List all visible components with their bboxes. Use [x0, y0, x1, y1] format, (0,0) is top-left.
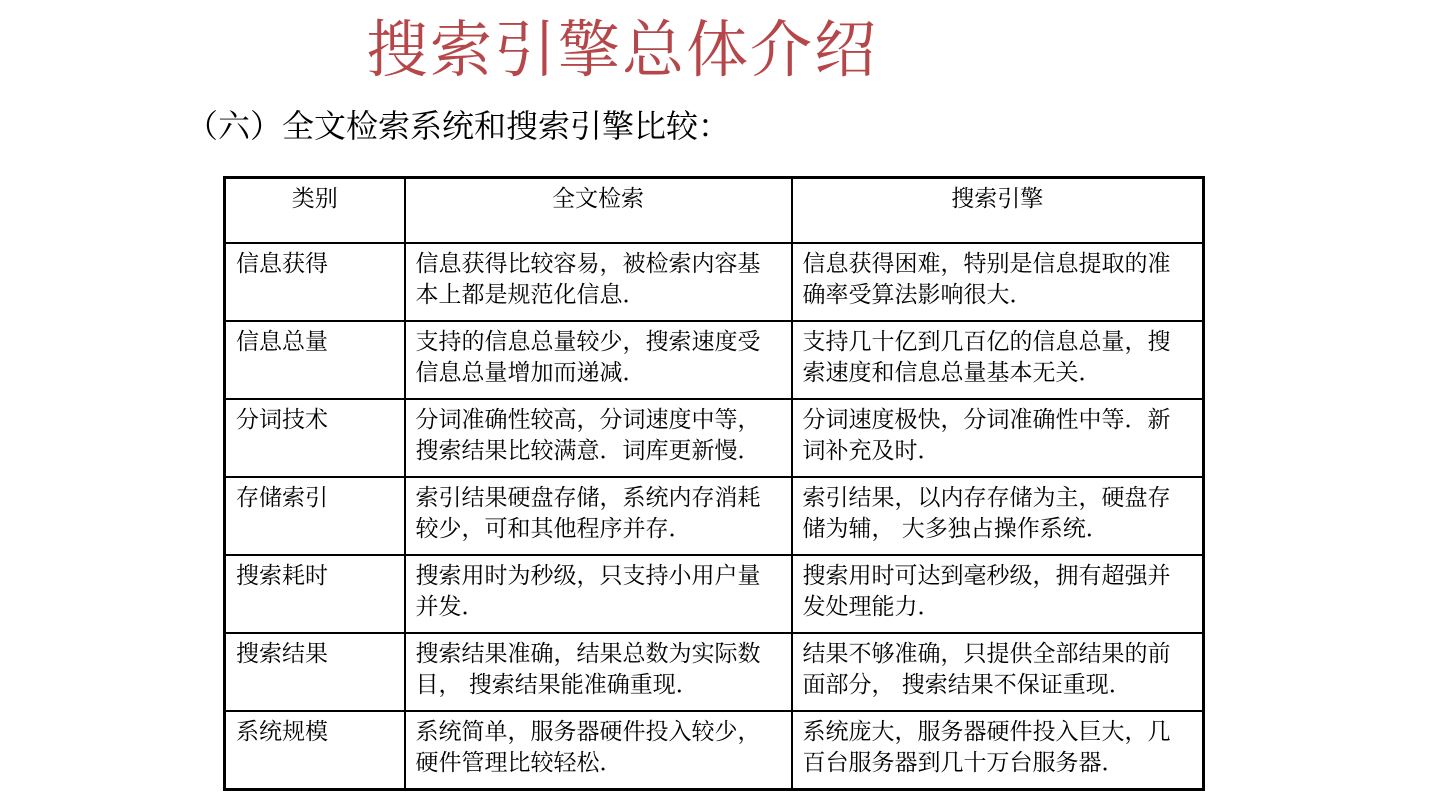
comparison-table	[223, 176, 1205, 791]
header-category: 类别	[225, 178, 405, 244]
table-row	[225, 711, 1204, 790]
header-search-engine: 搜索引擎	[792, 178, 1204, 244]
slide-title: 搜索引擎总体介绍	[366, 13, 879, 86]
table-row	[225, 399, 1204, 477]
cell-category: 信息获得	[225, 243, 405, 321]
table-row	[225, 321, 1204, 399]
cell-fulltext: 信息获得比较容易，被检索内容基本上都是规范化信息．	[405, 243, 792, 321]
cell-search-engine: 搜索用时可达到毫秒级，拥有超强并发处理能力．	[792, 555, 1204, 633]
table-row	[225, 555, 1204, 633]
header-fulltext: 全文检索	[405, 178, 792, 244]
cell-category: 搜索结果	[225, 633, 405, 711]
table-row	[225, 243, 1204, 321]
table-header-row	[225, 178, 1204, 244]
cell-category: 系统规模	[225, 711, 405, 790]
cell-category: 分词技术	[225, 399, 405, 477]
cell-fulltext: 索引结果硬盘存储，系统内存消耗较少，可和其他程序并存．	[405, 477, 792, 555]
slide-subtitle: （六）全文检索系统和搜索引擎比较：	[186, 107, 731, 145]
cell-fulltext: 搜索用时为秒级，只支持小用户量并发．	[405, 555, 792, 633]
cell-category: 信息总量	[225, 321, 405, 399]
cell-fulltext: 系统简单，服务器硬件投入较少，硬件管理比较轻松．	[405, 711, 792, 790]
cell-search-engine: 结果不够准确，只提供全部结果的前面部分， 搜索结果不保证重现．	[792, 633, 1204, 711]
cell-search-engine: 索引结果，以内存存储为主，硬盘存储为辅， 大多独占操作系统．	[792, 477, 1204, 555]
cell-fulltext: 支持的信息总量较少，搜索速度受信息总量增加而递减．	[405, 321, 792, 399]
cell-search-engine: 支持几十亿到几百亿的信息总量，搜索速度和信息总量基本无关．	[792, 321, 1204, 399]
cell-category: 存储索引	[225, 477, 405, 555]
table-row	[225, 633, 1204, 711]
cell-search-engine: 信息获得困难，特别是信息提取的准确率受算法影响很大．	[792, 243, 1204, 321]
table-row	[225, 477, 1204, 555]
cell-category: 搜索耗时	[225, 555, 405, 633]
cell-search-engine: 分词速度极快，分词准确性中等．新词补充及时．	[792, 399, 1204, 477]
comparison-table-container	[223, 176, 1205, 774]
cell-fulltext: 分词准确性较高，分词速度中等，搜索结果比较满意．词库更新慢．	[405, 399, 792, 477]
cell-search-engine: 系统庞大，服务器硬件投入巨大，几百台服务器到几十万台服务器．	[792, 711, 1204, 790]
cell-fulltext: 搜索结果准确，结果总数为实际数目， 搜索结果能准确重现．	[405, 633, 792, 711]
